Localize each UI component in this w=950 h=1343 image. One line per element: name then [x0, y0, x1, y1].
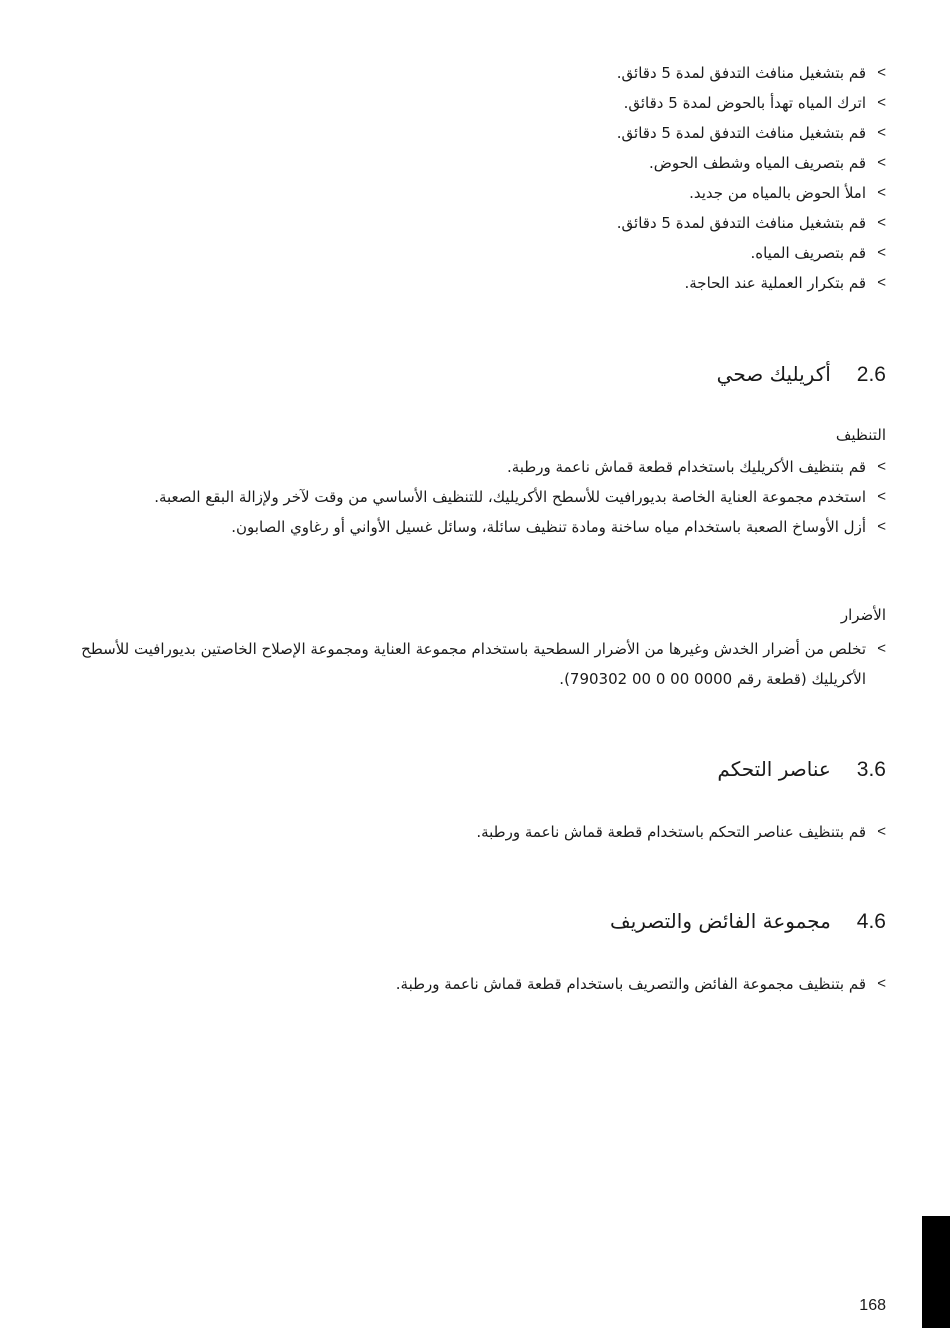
- damage-block: [60, 634, 886, 694]
- list-item: [60, 452, 886, 482]
- list-item: [60, 178, 886, 208]
- list-item-text: استخدم مجموعة العناية الخاصة بديورافيت للأسطح الأكريليك، للتنظيف الأساسي من وقت لآخر ولإزالة البقع الصعبة.: [154, 488, 866, 506]
- section-number: 2.6: [856, 363, 886, 386]
- bullet-marker: >: [877, 274, 886, 291]
- list-item-text: تخلص من أضرار الخدش وغيرها من الأضرار السطحية باستخدام مجموعة العناية ومجموعة الإصلاح الخاصتين بديورافيت للأسطح الأكريليك (قطعة رقم 0000 00 0 00 790302).: [81, 640, 866, 688]
- bullet-marker: >: [877, 214, 886, 231]
- list-item: [60, 148, 886, 178]
- section-title: أكريليك صحي: [716, 362, 831, 386]
- list-item: [60, 482, 886, 512]
- list-item-text: قم بتكرار العملية عند الحاجة.: [684, 274, 866, 292]
- list-item-text: قم بتنظيف مجموعة الفائض والتصريف باستخدام قطعة قماش ناعمة ورطبة.: [395, 975, 866, 993]
- list-item-text: قم بتصريف المياه وشطف الحوض.: [649, 154, 866, 172]
- list-item: [60, 238, 886, 268]
- list-item: [60, 88, 886, 118]
- bullet-marker: >: [877, 640, 886, 657]
- list-item: [60, 268, 886, 298]
- bullet-marker: >: [877, 244, 886, 261]
- list-item-text: اترك المياه تهدأ بالحوض لمدة 5 دقائق.: [623, 94, 866, 112]
- list-item-text: املأ الحوض بالمياه من جديد.: [689, 184, 866, 202]
- bullet-marker: >: [877, 975, 886, 992]
- bullet-marker: >: [877, 458, 886, 475]
- intro-steps-block: [60, 58, 886, 298]
- cleaning-list: [60, 452, 886, 542]
- section-title: مجموعة الفائض والتصريف: [609, 909, 831, 933]
- overflow-drain-block: [60, 969, 886, 999]
- bullet-marker: >: [877, 488, 886, 505]
- list-item-text: قم بتصريف المياه.: [750, 244, 866, 262]
- section-number: 4.6: [856, 910, 886, 933]
- bullet-marker: >: [877, 184, 886, 201]
- list-item-text: أزل الأوساخ الصعبة باستخدام مياه ساخنة ومادة تنظيف سائلة، وسائل غسيل الأواني أو رغاوي الصابون.: [231, 518, 866, 536]
- thumb-index-tab: [922, 1216, 950, 1328]
- section-number: 3.6: [856, 758, 886, 781]
- list-item: [60, 817, 886, 847]
- cleaning-subheading: التنظيف: [835, 426, 886, 444]
- list-item-text: قم بتنظيف الأكريليك باستخدام قطعة قماش ناعمة ورطبة.: [506, 458, 866, 476]
- list-item: [60, 208, 886, 238]
- bullet-marker: >: [877, 94, 886, 111]
- bullet-marker: >: [877, 124, 886, 141]
- controls-block: [60, 817, 886, 847]
- overflow-drain-list: [60, 969, 886, 999]
- bullet-marker: >: [877, 518, 886, 535]
- page-number: 168: [859, 1297, 886, 1314]
- section-heading-2-6: [717, 362, 886, 387]
- damage-list: [60, 634, 886, 694]
- list-item-text: قم بتنظيف عناصر التحكم باستخدام قطعة قماش ناعمة ورطبة.: [476, 823, 866, 841]
- list-item: [60, 118, 886, 148]
- section-heading-4-6: [610, 909, 886, 934]
- list-item-text: قم بتشغيل منافث التدفق لمدة 5 دقائق.: [616, 124, 866, 142]
- damage-subheading: الأضرار: [840, 606, 886, 624]
- intro-steps-list: [60, 58, 886, 298]
- bullet-marker: >: [877, 154, 886, 171]
- list-item-text: قم بتشغيل منافث التدفق لمدة 5 دقائق.: [616, 64, 866, 82]
- cleaning-block: [60, 452, 886, 542]
- section-heading-3-6: [717, 757, 886, 782]
- list-item-text: قم بتشغيل منافث التدفق لمدة 5 دقائق.: [616, 214, 866, 232]
- bullet-marker: >: [877, 64, 886, 81]
- list-item: [60, 969, 886, 999]
- bullet-marker: >: [877, 823, 886, 840]
- section-title: عناصر التحكم: [717, 757, 831, 781]
- controls-list: [60, 817, 886, 847]
- list-item: [60, 58, 886, 88]
- list-item: [60, 512, 886, 542]
- list-item: [60, 634, 886, 694]
